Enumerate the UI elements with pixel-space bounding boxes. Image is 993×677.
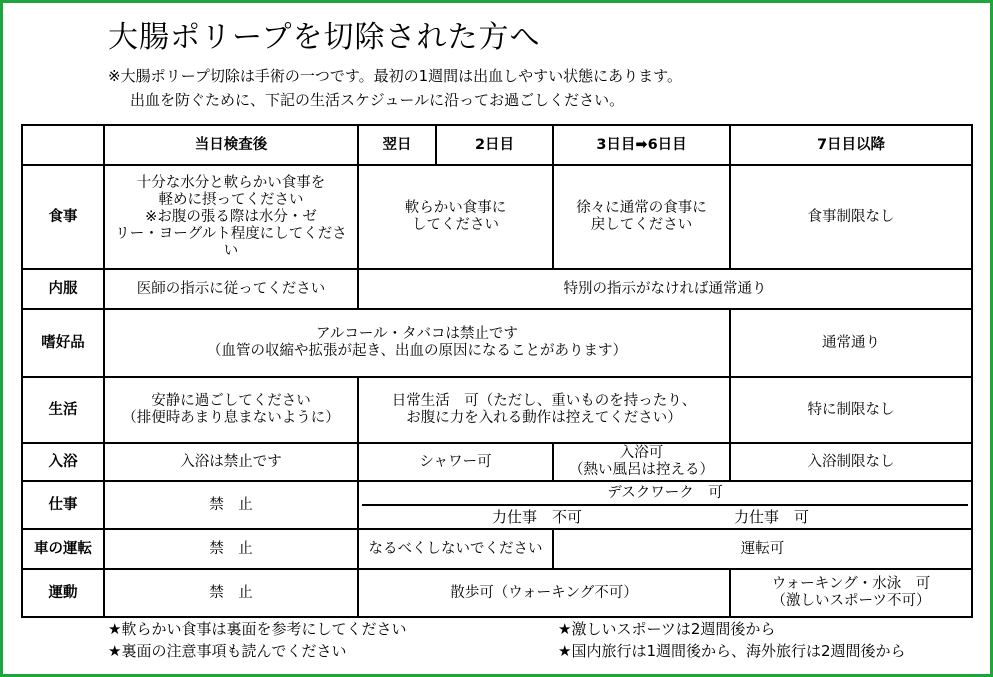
row-preference — [22, 309, 972, 377]
medicine-rest: 特別の指示がなければ通常通り — [358, 269, 972, 309]
preference-main — [104, 309, 730, 377]
meal-day3-6 — [553, 165, 730, 269]
meal-day1-2 — [358, 165, 553, 269]
exercise-day0: 禁 止 — [104, 569, 358, 617]
meal-day3-6-line: 戻してください — [590, 217, 693, 233]
row-label-driving: 車の運転 — [22, 529, 104, 569]
header-day3-6: 3日目➡6日目 — [553, 125, 730, 165]
work-day0: 禁 止 — [104, 481, 358, 529]
row-bath — [22, 443, 972, 481]
meal-day0-line: ※お腹の張る際は水分・ゼ — [145, 208, 317, 225]
bath-day3-6-line: 入浴可 — [619, 445, 664, 461]
exercise-mid: 散歩可（ウォーキング不可） — [358, 569, 730, 617]
header-day1: 翌日 — [358, 125, 436, 165]
row-medicine — [22, 269, 972, 309]
row-label-meal: 食事 — [22, 165, 104, 269]
driving-rest: 運転可 — [553, 529, 972, 569]
bath-day1-2: シャワー可 — [358, 443, 553, 481]
life-mid-line: お腹に力を入れる動作は控えてください） — [406, 410, 682, 426]
life-day7: 特に制限なし — [730, 377, 972, 443]
work-desk: デスクワーク 可 — [362, 482, 968, 506]
work-rest — [358, 481, 972, 529]
meal-day0-line: 軽めに摂ってください — [158, 191, 304, 208]
life-day0-line: 安静に過ごしてください — [151, 393, 311, 409]
bath-day3-6-line: （熱い風呂は控える） — [569, 462, 714, 478]
footer-left-2: ★裏面の注意事項も読んでください — [108, 642, 347, 660]
meal-day0-line: 十分な水分と軟らかい食事を — [136, 174, 326, 191]
bath-day3-6 — [553, 443, 730, 481]
page-title: 大腸ポリープを切除された方へ — [108, 20, 541, 55]
header-day2: 2日目 — [436, 125, 553, 165]
row-life — [22, 377, 972, 443]
work-labor-no: 力仕事 不可 — [492, 508, 583, 526]
row-driving — [22, 529, 972, 569]
preference-line: （血管の収縮や拡張が起き、出血の原因になることがあります） — [207, 343, 627, 359]
meal-day1-2-line: してください — [412, 217, 499, 233]
meal-day1-2-line: 軟らかい食事に — [404, 200, 507, 216]
schedule-table — [21, 124, 973, 618]
meal-day0-line: リー・ヨーグルト程度にしてくださ — [115, 225, 347, 242]
row-label-medicine: 内服 — [22, 269, 104, 309]
row-label-preference: 嗜好品 — [22, 309, 104, 377]
life-mid — [358, 377, 730, 443]
medicine-day0: 医師の指示に従ってください — [104, 269, 358, 309]
life-day0 — [104, 377, 358, 443]
header-empty — [22, 125, 104, 165]
work-labor-ok: 力仕事 可 — [734, 508, 810, 526]
meal-day0 — [104, 165, 358, 269]
preference-day7: 通常通り — [730, 309, 972, 377]
preference-line: アルコール・タバコは禁止です — [316, 326, 518, 342]
header-row — [22, 125, 972, 165]
header-day0: 当日検査後 — [104, 125, 358, 165]
life-mid-line: 日常生活 可（ただし、重いものを持ったり、 — [391, 393, 697, 409]
row-label-work: 仕事 — [22, 481, 104, 529]
work-labor — [362, 506, 968, 528]
bath-day0: 入浴は禁止です — [104, 443, 358, 481]
row-label-exercise: 運動 — [22, 569, 104, 617]
exercise-day7-line: ウォーキング・水泳 可 — [771, 576, 931, 592]
footer-right-1: ★激しいスポーツは2週間後から — [558, 620, 776, 638]
row-label-bath: 入浴 — [22, 443, 104, 481]
intro-note-2: 出血を防ぐために、下記の生活スケジュールに沿ってお過ごしください。 — [130, 91, 625, 109]
life-day0-line: （排便時あまり息まないように） — [122, 410, 340, 426]
intro-note-1: ※大腸ポリープ切除は手術の一つです。最初の1週間は出血しやすい状態にあります。 — [108, 67, 682, 85]
row-work — [22, 481, 972, 529]
driving-day1-2: なるべくしないでください — [358, 529, 553, 569]
footer-left-1: ★軟らかい食事は裏面を参考にしてください — [108, 620, 407, 638]
meal-day7: 食事制限なし — [730, 165, 972, 269]
row-label-life: 生活 — [22, 377, 104, 443]
meal-day0-line: い — [223, 242, 239, 259]
exercise-day7-line: （激しいスポーツ不可） — [771, 593, 931, 609]
exercise-day7 — [730, 569, 972, 617]
row-exercise — [22, 569, 972, 617]
bath-day7: 入浴制限なし — [730, 443, 972, 481]
row-meal — [22, 165, 972, 269]
header-day7: 7日目以降 — [730, 125, 972, 165]
meal-day3-6-line: 徐々に通常の食事に — [576, 200, 707, 216]
footer-right-2: ★国内旅行は1週間後から、海外旅行は2週間後から — [558, 642, 906, 660]
driving-day0: 禁 止 — [104, 529, 358, 569]
